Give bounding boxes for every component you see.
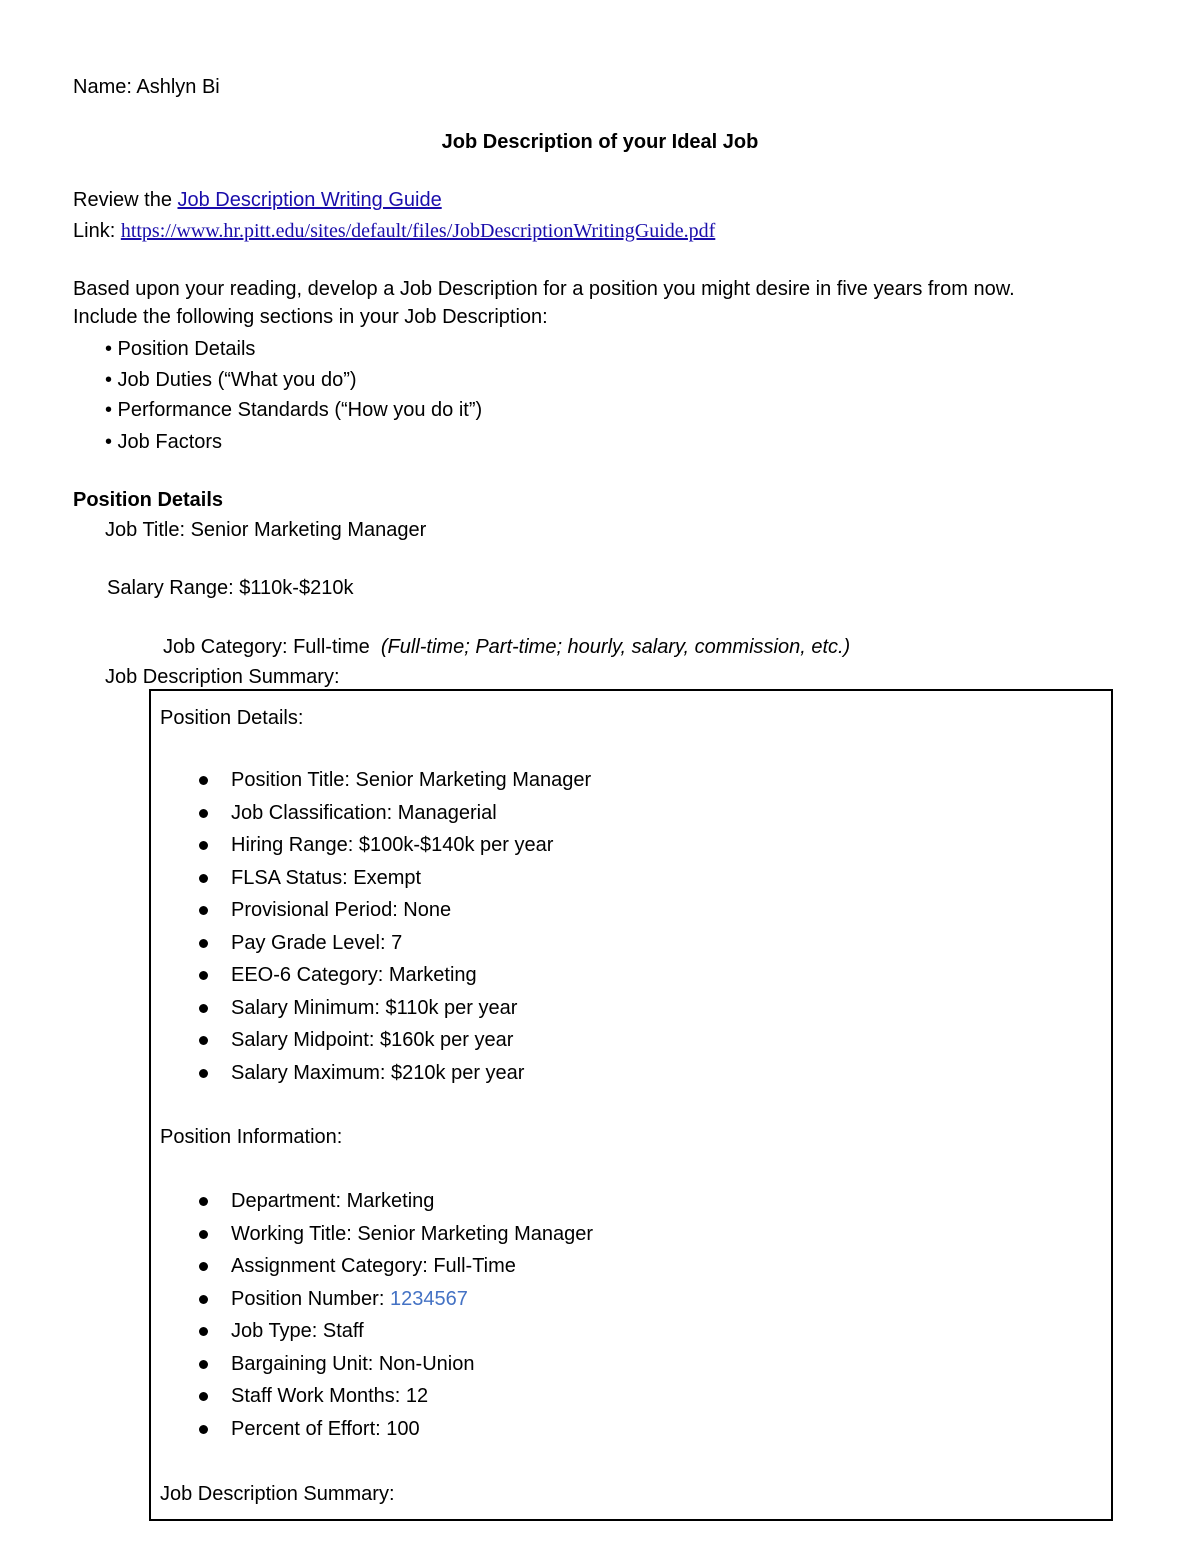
list-item: Department: Marketing (197, 1188, 593, 1221)
box-details-heading: Position Details: (160, 707, 304, 729)
bullet-icon (199, 1262, 208, 1271)
list-item: Job Type: Staff (197, 1318, 593, 1351)
instruction-line-1: Based upon your reading, develop a Job Description for a position you might desire in five years from now. (73, 278, 1015, 300)
list-item: Salary Midpoint: $160k per year (197, 1027, 591, 1060)
list-item: EEO-6 Category: Marketing (197, 962, 591, 995)
bullet-icon (199, 1004, 208, 1013)
section-item: • Job Factors (105, 431, 223, 453)
name-line: Name: Ashlyn Bi (73, 76, 220, 98)
instruction-line-2: Include the following sections in your Job Description: (73, 306, 548, 328)
section-item: • Job Duties (“What you do”) (105, 369, 357, 391)
list-item: Job Classification: Managerial (197, 800, 591, 833)
bullet-icon (199, 1197, 208, 1206)
summary-label: Job Description Summary: (105, 666, 340, 688)
salary-range-line: Salary Range: $110k-$210k (107, 577, 354, 599)
bullet-icon (199, 906, 208, 915)
list-item: Pay Grade Level: 7 (197, 930, 591, 963)
list-item: Salary Maximum: $210k per year (197, 1060, 591, 1093)
bullet-icon (199, 939, 208, 948)
list-item: Salary Minimum: $110k per year (197, 995, 591, 1028)
details-list (197, 767, 591, 1092)
bullet-icon (199, 809, 208, 818)
list-item: Percent of Effort: 100 (197, 1416, 593, 1449)
list-item: Staff Work Months: 12 (197, 1383, 593, 1416)
job-category-hint: (Full-time; Part-time; hourly, salary, commission, etc.) (380, 636, 851, 658)
position-number-label: Position Number: (231, 1287, 390, 1310)
bullet-icon (199, 776, 208, 785)
url-line (73, 218, 715, 244)
bullet-icon (199, 1069, 208, 1078)
review-prefix: Review the (73, 189, 178, 211)
bullet-icon (199, 1230, 208, 1239)
review-line (73, 187, 442, 213)
list-item: Bargaining Unit: Non-Union (197, 1351, 593, 1384)
info-list (197, 1188, 593, 1448)
job-category-value: Job Category: Full-time (163, 636, 370, 658)
box-info-heading: Position Information: (160, 1126, 343, 1148)
bullet-icon (199, 1295, 208, 1304)
job-category-line (163, 634, 850, 660)
writing-guide-link[interactable]: Job Description Writing Guide (177, 189, 442, 211)
bullet-icon (199, 1036, 208, 1045)
position-details-heading: Position Details (73, 489, 224, 511)
bullet-icon (199, 874, 208, 883)
bullet-icon (199, 1392, 208, 1401)
box-summary-heading: Job Description Summary: (160, 1483, 395, 1505)
list-item: FLSA Status: Exempt (197, 865, 591, 898)
link-label: Link: (73, 220, 121, 242)
position-number-value: 1234567 (389, 1287, 468, 1310)
section-item: • Performance Standards (“How you do it”) (105, 399, 483, 421)
page-title: Job Description of your Ideal Job (441, 131, 759, 153)
list-item: Working Title: Senior Marketing Manager (197, 1221, 593, 1254)
job-title-line: Job Title: Senior Marketing Manager (105, 519, 427, 541)
bullet-icon (199, 1425, 208, 1434)
list-item: Assignment Category: Full-Time (197, 1253, 593, 1286)
bullet-icon (199, 1327, 208, 1336)
bullet-icon (199, 1360, 208, 1369)
list-item: Position Title: Senior Marketing Manager (197, 767, 591, 800)
section-item: • Position Details (105, 338, 256, 360)
list-item: Provisional Period: None (197, 897, 591, 930)
list-item: Hiring Range: $100k-$140k per year (197, 832, 591, 865)
bullet-icon (199, 971, 208, 980)
bullet-icon (199, 841, 208, 850)
list-item (197, 1286, 593, 1319)
guide-url-link[interactable]: https://www.hr.pitt.edu/sites/default/files/JobDescriptionWritingGuide.pdf (120, 220, 716, 242)
